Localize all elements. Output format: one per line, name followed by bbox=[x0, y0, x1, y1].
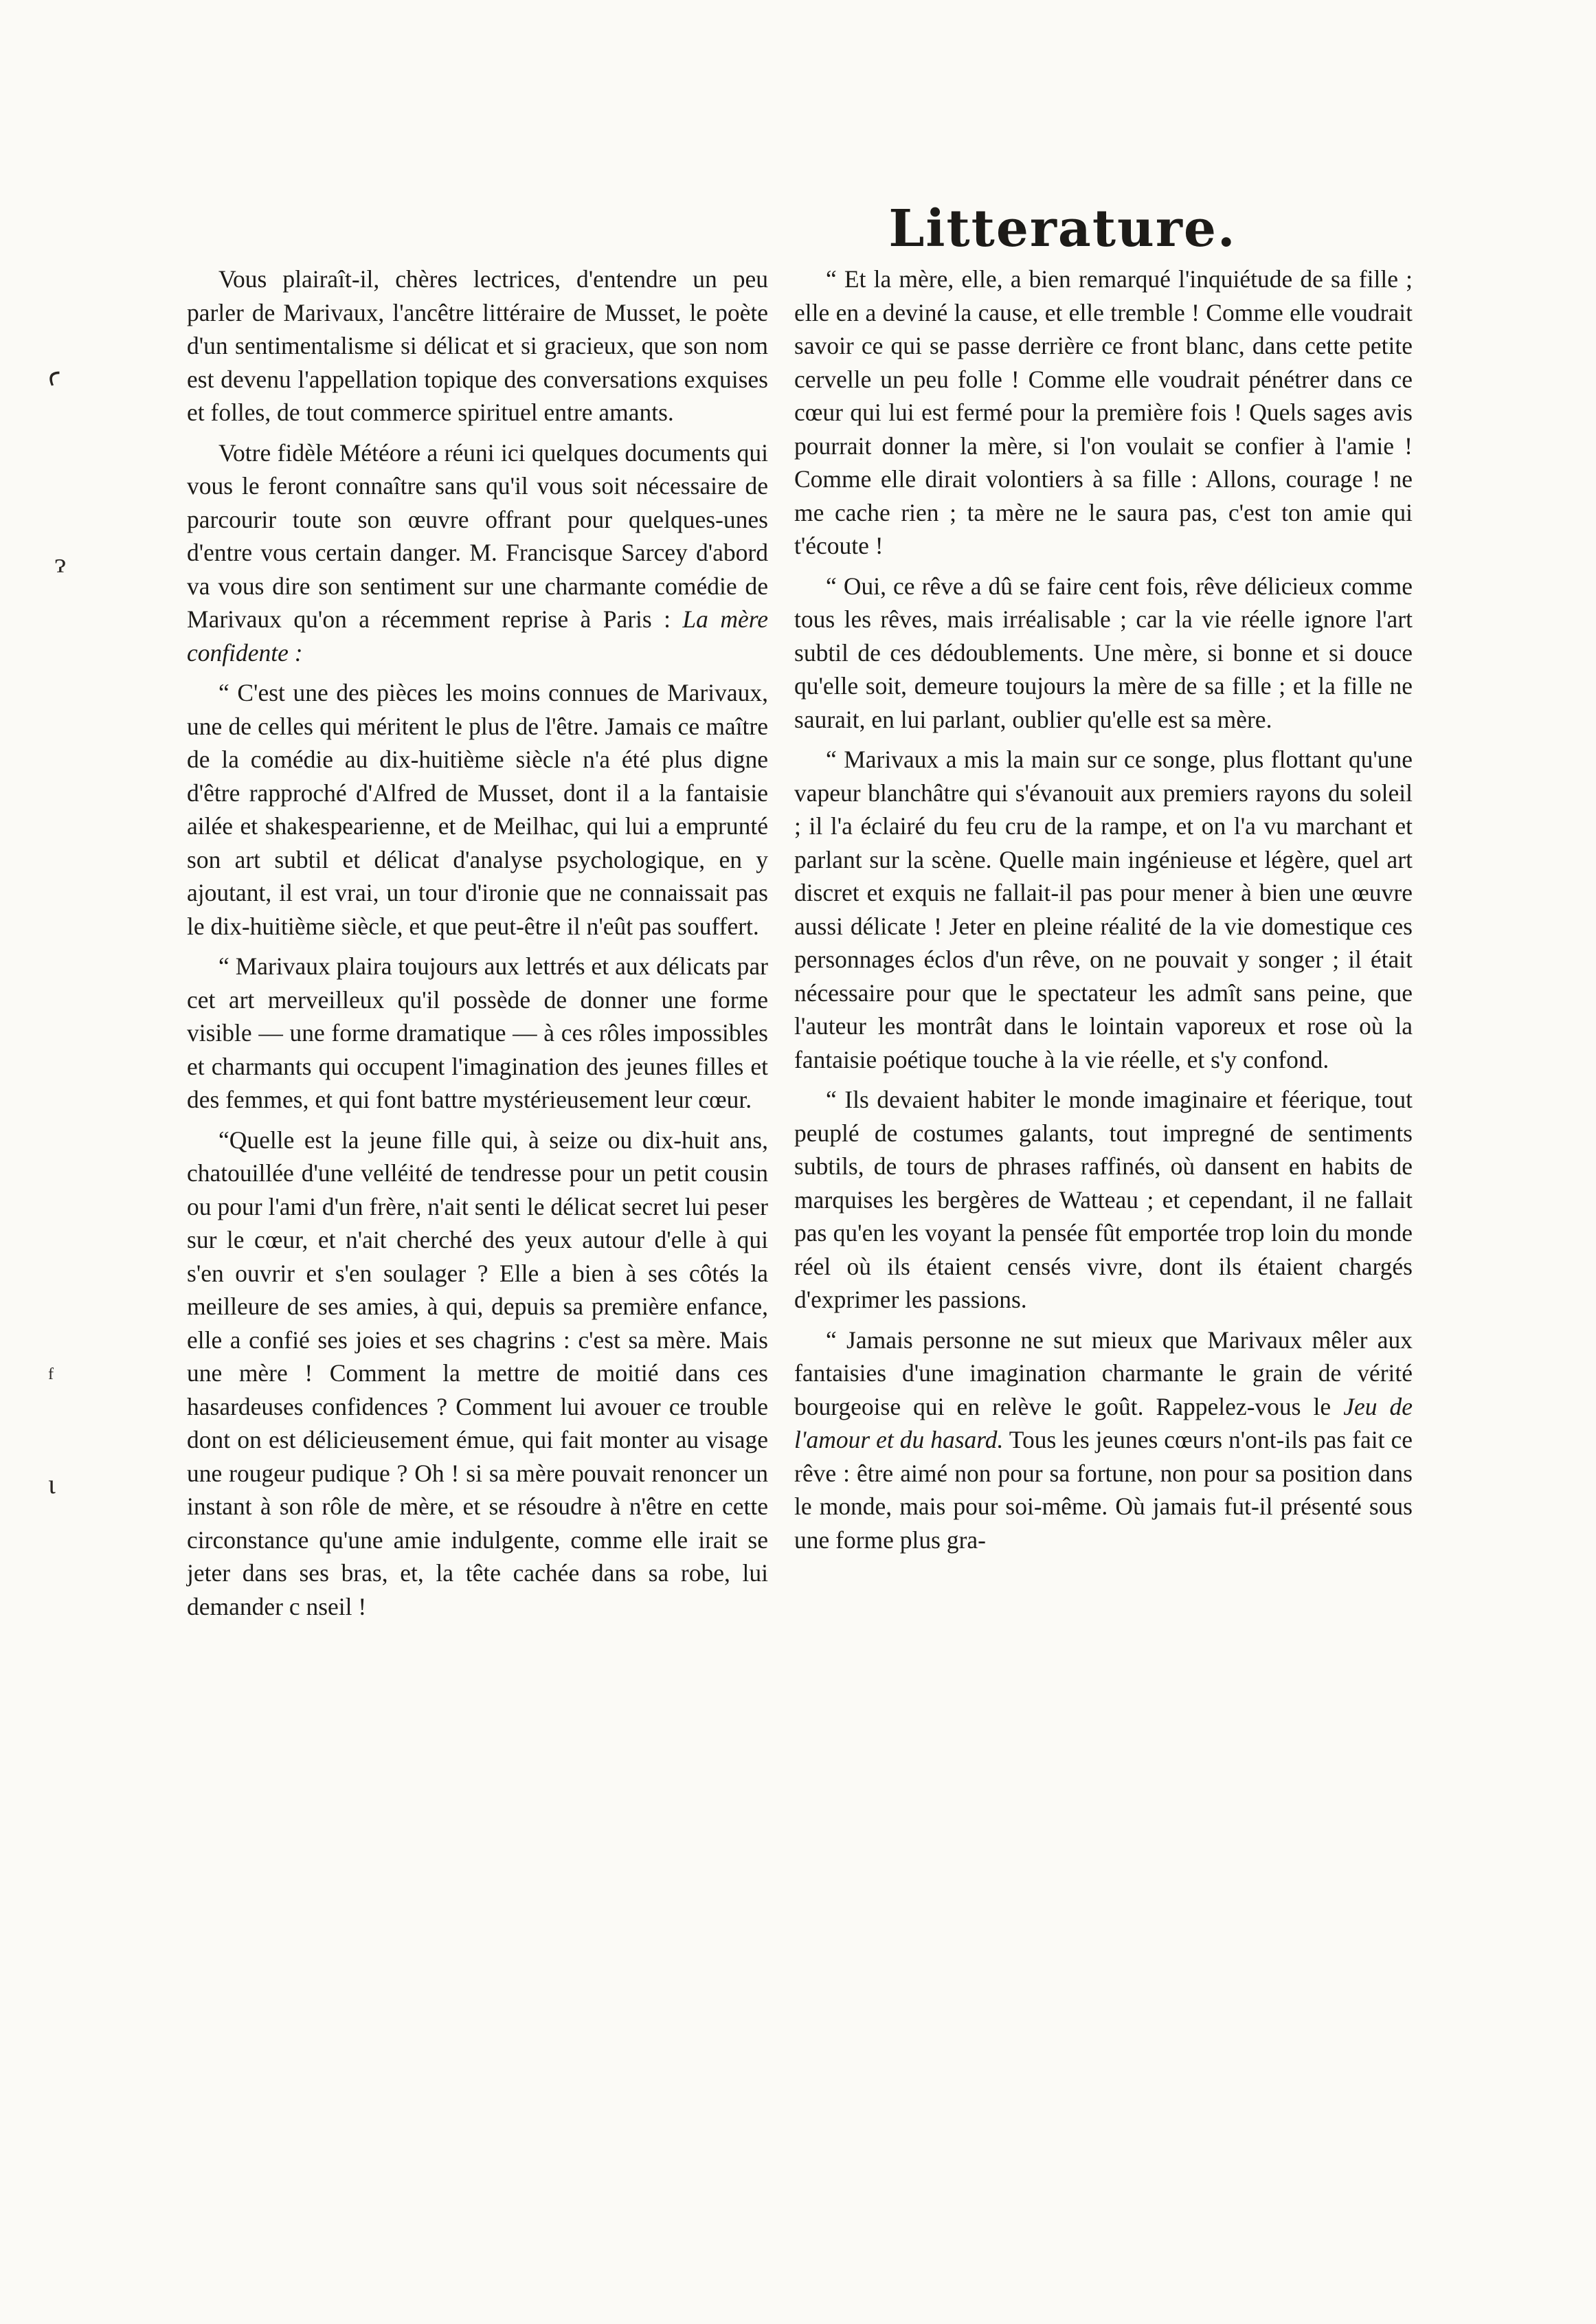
paragraph bbox=[187, 262, 768, 429]
paragraph bbox=[187, 676, 768, 943]
paragraph-text: “ Ils devaient habiter le monde imaginaire et féerique, tout peuplé de costumes galants, tout impregné de sentiments subtils, de tours de phrases raffinés, où dansent en habits de marquises les bergères de Watteau ; et cependant, il ne fallait pas qu'en les voyant la pensée fût emportée trop loin du monde réel où ils étaient censés vivre, dont ils étaient chargés d'exprimer les passions. bbox=[794, 1086, 1413, 1313]
paragraph-text: “Quelle est la jeune fille qui, à seize ou dix-huit ans, chatouillée d'une velléité de tendresse pour un petit cousin ou pour l'ami d'un frère, n'ait senti le délicat secret lui peser sur le cœur, et n'ait cherché des yeux autour d'elle à qui s'en ouvrir et s'en soulager ? Elle a bien à ses côtés la meilleure de ses amies, à qui, depuis sa première enfance, elle a confié ses joies et ses chagrins : c'est sa mère. Mais une mère ! Comment la mettre de moitié dans ces hasardeuses confidences ? Comment lui avouer ce trouble dont on est délicieusement émue, qui fait monter au visage une rougeur pudique ? Oh ! si sa mère pouvait renoncer un instant à son rôle de mère, et se résoudre à n'être en cette circonstance qu'une amie indulgente, comme elle irait se jeter dans ses bras, et, la tête cachée dans sa robe, lui demander c nseil ! bbox=[187, 1126, 768, 1620]
page-title: Litterature. bbox=[888, 199, 1237, 258]
paragraph bbox=[794, 1083, 1413, 1317]
paragraph-text: Tous les jeunes cœurs n'ont-ils pas fait ce rêve : être aimé non pour sa fortune, non pour sa position dans le monde, mais pour soi-même. Où jamais fut-il présenté sous une forme plus gra- bbox=[794, 1426, 1413, 1554]
paragraph bbox=[187, 1124, 768, 1624]
paragraph bbox=[794, 743, 1413, 1076]
paragraph bbox=[794, 570, 1413, 737]
play-title: Jeu de l'amour et du hasard. bbox=[794, 1392, 1413, 1453]
paragraph-text: “ Oui, ce rêve a dû se faire cent fois, rêve délicieux comme tous les rêves, mais irréalisable ; car la vie réelle ignore l'art subtil de ces dédoublements. Une mère, si bonne et si douce qu'elle soit, demeure toujours la mère de sa fille ; et la fille ne saurait, en lui parlant, oublier qu'elle est sa mère. bbox=[794, 572, 1413, 733]
paragraph-text: Votre fidèle Météore a réuni ici quelques documents qui vous le feront connaître sans qu'il vous soit nécessaire de parcourir toute son œuvre offrant pour quelques-unes d'entre vous certain danger. M. Francisque Sarcey d'abord va vous dire son sentiment sur une charmante comédie de Marivaux qu'on a récemment reprise à Paris : bbox=[187, 438, 768, 633]
right-column bbox=[794, 262, 1413, 1563]
margin-mark: ɩ bbox=[48, 1468, 56, 1499]
paragraph bbox=[187, 436, 768, 670]
paragraph-text: Vous plairaît-il, chères lectrices, d'entendre un peu parler de Marivaux, l'ancêtre littéraire de Musset, le poète d'un sentimentalisme si délicat et si gracieux, que son nom est devenu l'appellation topique des conversations exquises et folles, de tout commerce spirituel entre amants. bbox=[187, 265, 768, 426]
play-title: La mère confidente : bbox=[187, 605, 768, 667]
paragraph-text: “ Marivaux a mis la main sur ce songe, plus flottant qu'une vapeur blanchâtre qui s'évanouit aux premiers rayons du soleil ; il l'a éclairé du feu cru de la rampe, et on l'a vu marchant et parlant sur la scène. Quelle main ingénieuse et légère, quel art discret et exquis ne fallait-il pas pour mener à bien une œuvre aussi délicate ! Jeter en pleine réalité de la vie domestique ces personnages éclos d'un rêve, on ne pouvait y songer ; il était nécessaire pour que le spectateur les admît sans peine, que l'auteur les montrât dans le lointain vaporeux et rose où la fantaisie poétique touche à la vie réelle, et s'y confond. bbox=[794, 746, 1413, 1073]
paragraph-text: “ Marivaux plaira toujours aux lettrés et aux délicats par cet art merveilleux qu'il possède de donner une forme visible — une forme dramatique — à ces rôles impossibles et charmants qui occupent l'imagination des jeunes filles et des femmes, et qui font battre mystérieusement leur cœur. bbox=[187, 952, 768, 1113]
paragraph-text: “ Et la mère, elle, a bien remarqué l'inquiétude de sa fille ; elle en a deviné la cause, et elle tremble ! Comme elle voudrait savoir ce qui se passe derrière ce front blanc, dans cette petite cervelle un peu folle ! Comme elle voudrait pénétrer dans ce cœur qui lui est fermé pour la première fois ! Quels sages avis pourrait donner la mère, si l'on voulait se confier à l'amie ! Comme elle dirait volontiers à sa fille : Allons, courage ! ne me cache rien ; ta mère ne le saura pas, c'est ton amie qui t'écoute ! bbox=[794, 265, 1413, 559]
paragraph bbox=[794, 262, 1413, 563]
margin-mark: ɂ bbox=[55, 548, 66, 579]
left-column bbox=[187, 262, 768, 1630]
paragraph-text: “ C'est une des pièces les moins connues de Marivaux, une de celles qui méritent le plus de l'être. Jamais ce maître de la comédie au dix-huitième siècle n'a été plus digne d'être rapproché d'Alfred de Musset, dont il a la fantaisie ailée et shakespearienne, et de Meilhac, qui lui a emprunté son art subtil et délicat d'analyse psychologique, en y ajoutant, il est vrai, un tour d'ironie que ne connaissait pas le dix-huitième siècle, et que peut-être il n'eût pas souffert. bbox=[187, 679, 768, 940]
paragraph bbox=[794, 1323, 1413, 1557]
paragraph-text: “ Jamais personne ne sut mieux que Marivaux mêler aux fantaisies d'une imagination charmante le grain de vérité bourgeoise qui en relève le goût. Rappelez-vous le bbox=[794, 1326, 1413, 1420]
margin-mark: ꜥ bbox=[48, 362, 61, 393]
margin-mark: ᶠ bbox=[48, 1362, 54, 1393]
paragraph bbox=[187, 950, 768, 1117]
